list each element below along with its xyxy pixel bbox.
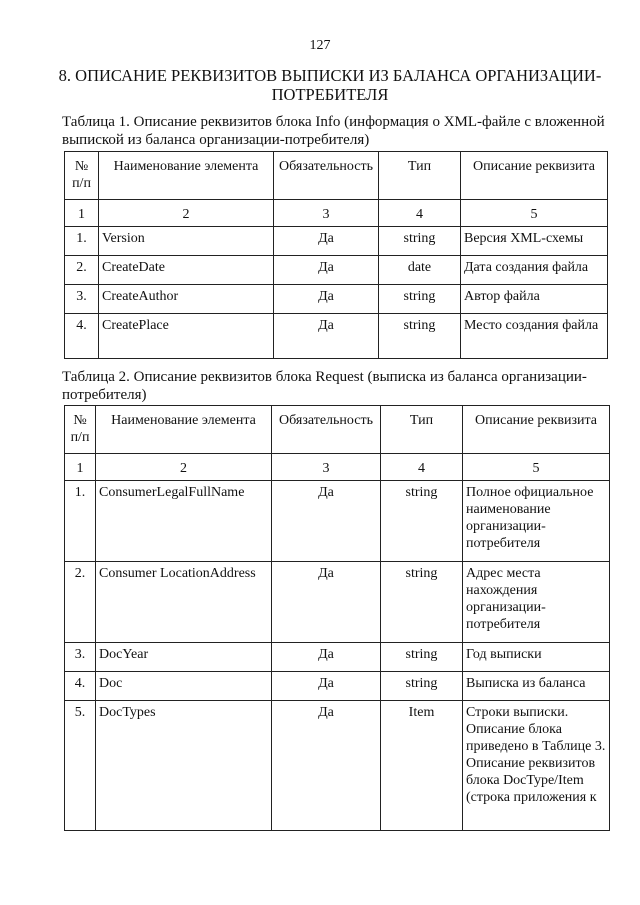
table-header-row <box>65 406 610 454</box>
column-number-row <box>65 200 608 227</box>
description: Год выписки <box>463 643 610 672</box>
requirement: Да <box>274 256 379 285</box>
page-number: 127 <box>309 38 331 53</box>
element-name: CreatePlace <box>99 314 274 359</box>
element-name: Doc <box>96 672 272 701</box>
header-cell: Описание реквизита <box>461 152 608 200</box>
table-row <box>65 314 608 359</box>
column-number: 3 <box>272 454 381 481</box>
column-number: 2 <box>99 200 274 227</box>
data-type: string <box>379 314 461 359</box>
table-header-row <box>65 152 608 200</box>
table-row <box>65 562 610 643</box>
row-number: 3. <box>65 643 96 672</box>
requirement: Да <box>274 227 379 256</box>
column-number: 1 <box>65 200 99 227</box>
table-1-caption-line-1: Таблица 1. Описание реквизитов блока Info (информация о XML-файле с вложенной <box>62 114 605 130</box>
column-number: 1 <box>65 454 96 481</box>
requirement: Да <box>274 285 379 314</box>
header-cell: Наименование элемента <box>99 152 274 200</box>
header-cell: № п/п <box>65 406 96 454</box>
element-name: DocTypes <box>96 701 272 831</box>
data-type: string <box>379 285 461 314</box>
header-cell: Тип <box>379 152 461 200</box>
table-2 <box>64 405 610 831</box>
row-number: 2. <box>65 256 99 285</box>
data-type: string <box>381 672 463 701</box>
description: Выписка из баланса <box>463 672 610 701</box>
requirement: Да <box>272 562 381 643</box>
row-number: 5. <box>65 701 96 831</box>
table-1-caption <box>62 113 608 149</box>
description: Место создания файла <box>461 314 608 359</box>
table-row <box>65 227 608 256</box>
table-2-caption <box>62 368 608 404</box>
row-number: 4. <box>65 672 96 701</box>
column-number: 5 <box>461 200 608 227</box>
element-name: Consumer LocationAddress <box>96 562 272 643</box>
data-type: string <box>379 227 461 256</box>
header-cell: Наименование элемента <box>96 406 272 454</box>
table-row <box>65 285 608 314</box>
data-type: string <box>381 562 463 643</box>
requirement: Да <box>274 314 379 359</box>
element-name: DocYear <box>96 643 272 672</box>
description: Дата создания файла <box>461 256 608 285</box>
header-cell: Тип <box>381 406 463 454</box>
requirement: Да <box>272 643 381 672</box>
row-number: 1. <box>65 481 96 562</box>
header-cell: Обязательность <box>272 406 381 454</box>
section-title-line-1: 8. ОПИСАНИЕ РЕКВИЗИТОВ ВЫПИСКИ ИЗ БАЛАНСА ОРГАНИЗАЦИИ- <box>58 66 602 85</box>
element-name: Version <box>99 227 274 256</box>
column-number: 3 <box>274 200 379 227</box>
table-row <box>65 672 610 701</box>
column-number: 2 <box>96 454 272 481</box>
table-row <box>65 481 610 562</box>
row-number: 3. <box>65 285 99 314</box>
data-type: string <box>381 481 463 562</box>
data-type: date <box>379 256 461 285</box>
table-row <box>65 256 608 285</box>
row-number: 4. <box>65 314 99 359</box>
description: Полное официальное наименование организации-потребителя <box>463 481 610 562</box>
column-number: 4 <box>381 454 463 481</box>
requirement: Да <box>272 701 381 831</box>
description: Версия XML-схемы <box>461 227 608 256</box>
header-cell: Описание реквизита <box>463 406 610 454</box>
header-cell: Обязательность <box>274 152 379 200</box>
table-1-caption-line-2: выпиской из баланса организации-потребителя) <box>62 132 370 148</box>
requirement: Да <box>272 481 381 562</box>
description: Строки выписки. Описание блока приведено в Таблице 3. Описание реквизитов блока DocType/Item (строка приложения к <box>463 701 610 831</box>
description: Автор файла <box>461 285 608 314</box>
header-cell: № п/п <box>65 152 99 200</box>
section-title-line-2: ПОТРЕБИТЕЛЯ <box>271 85 389 104</box>
table-row <box>65 643 610 672</box>
data-type: string <box>381 643 463 672</box>
requirement: Да <box>272 672 381 701</box>
column-number: 5 <box>463 454 610 481</box>
element-name: CreateAuthor <box>99 285 274 314</box>
column-number-row <box>65 454 610 481</box>
table-2-caption-line-1: Таблица 2. Описание реквизитов блока Request (выписка из баланса организации- <box>62 369 587 385</box>
data-type: Item <box>381 701 463 831</box>
section-title <box>40 66 620 104</box>
row-number: 1. <box>65 227 99 256</box>
table-2-caption-line-2: потребителя) <box>62 387 147 403</box>
table-1 <box>64 151 608 359</box>
table-row <box>65 701 610 831</box>
row-number: 2. <box>65 562 96 643</box>
column-number: 4 <box>379 200 461 227</box>
element-name: ConsumerLegalFullName <box>96 481 272 562</box>
description: Адрес места нахождения организации-потребителя <box>463 562 610 643</box>
element-name: CreateDate <box>99 256 274 285</box>
